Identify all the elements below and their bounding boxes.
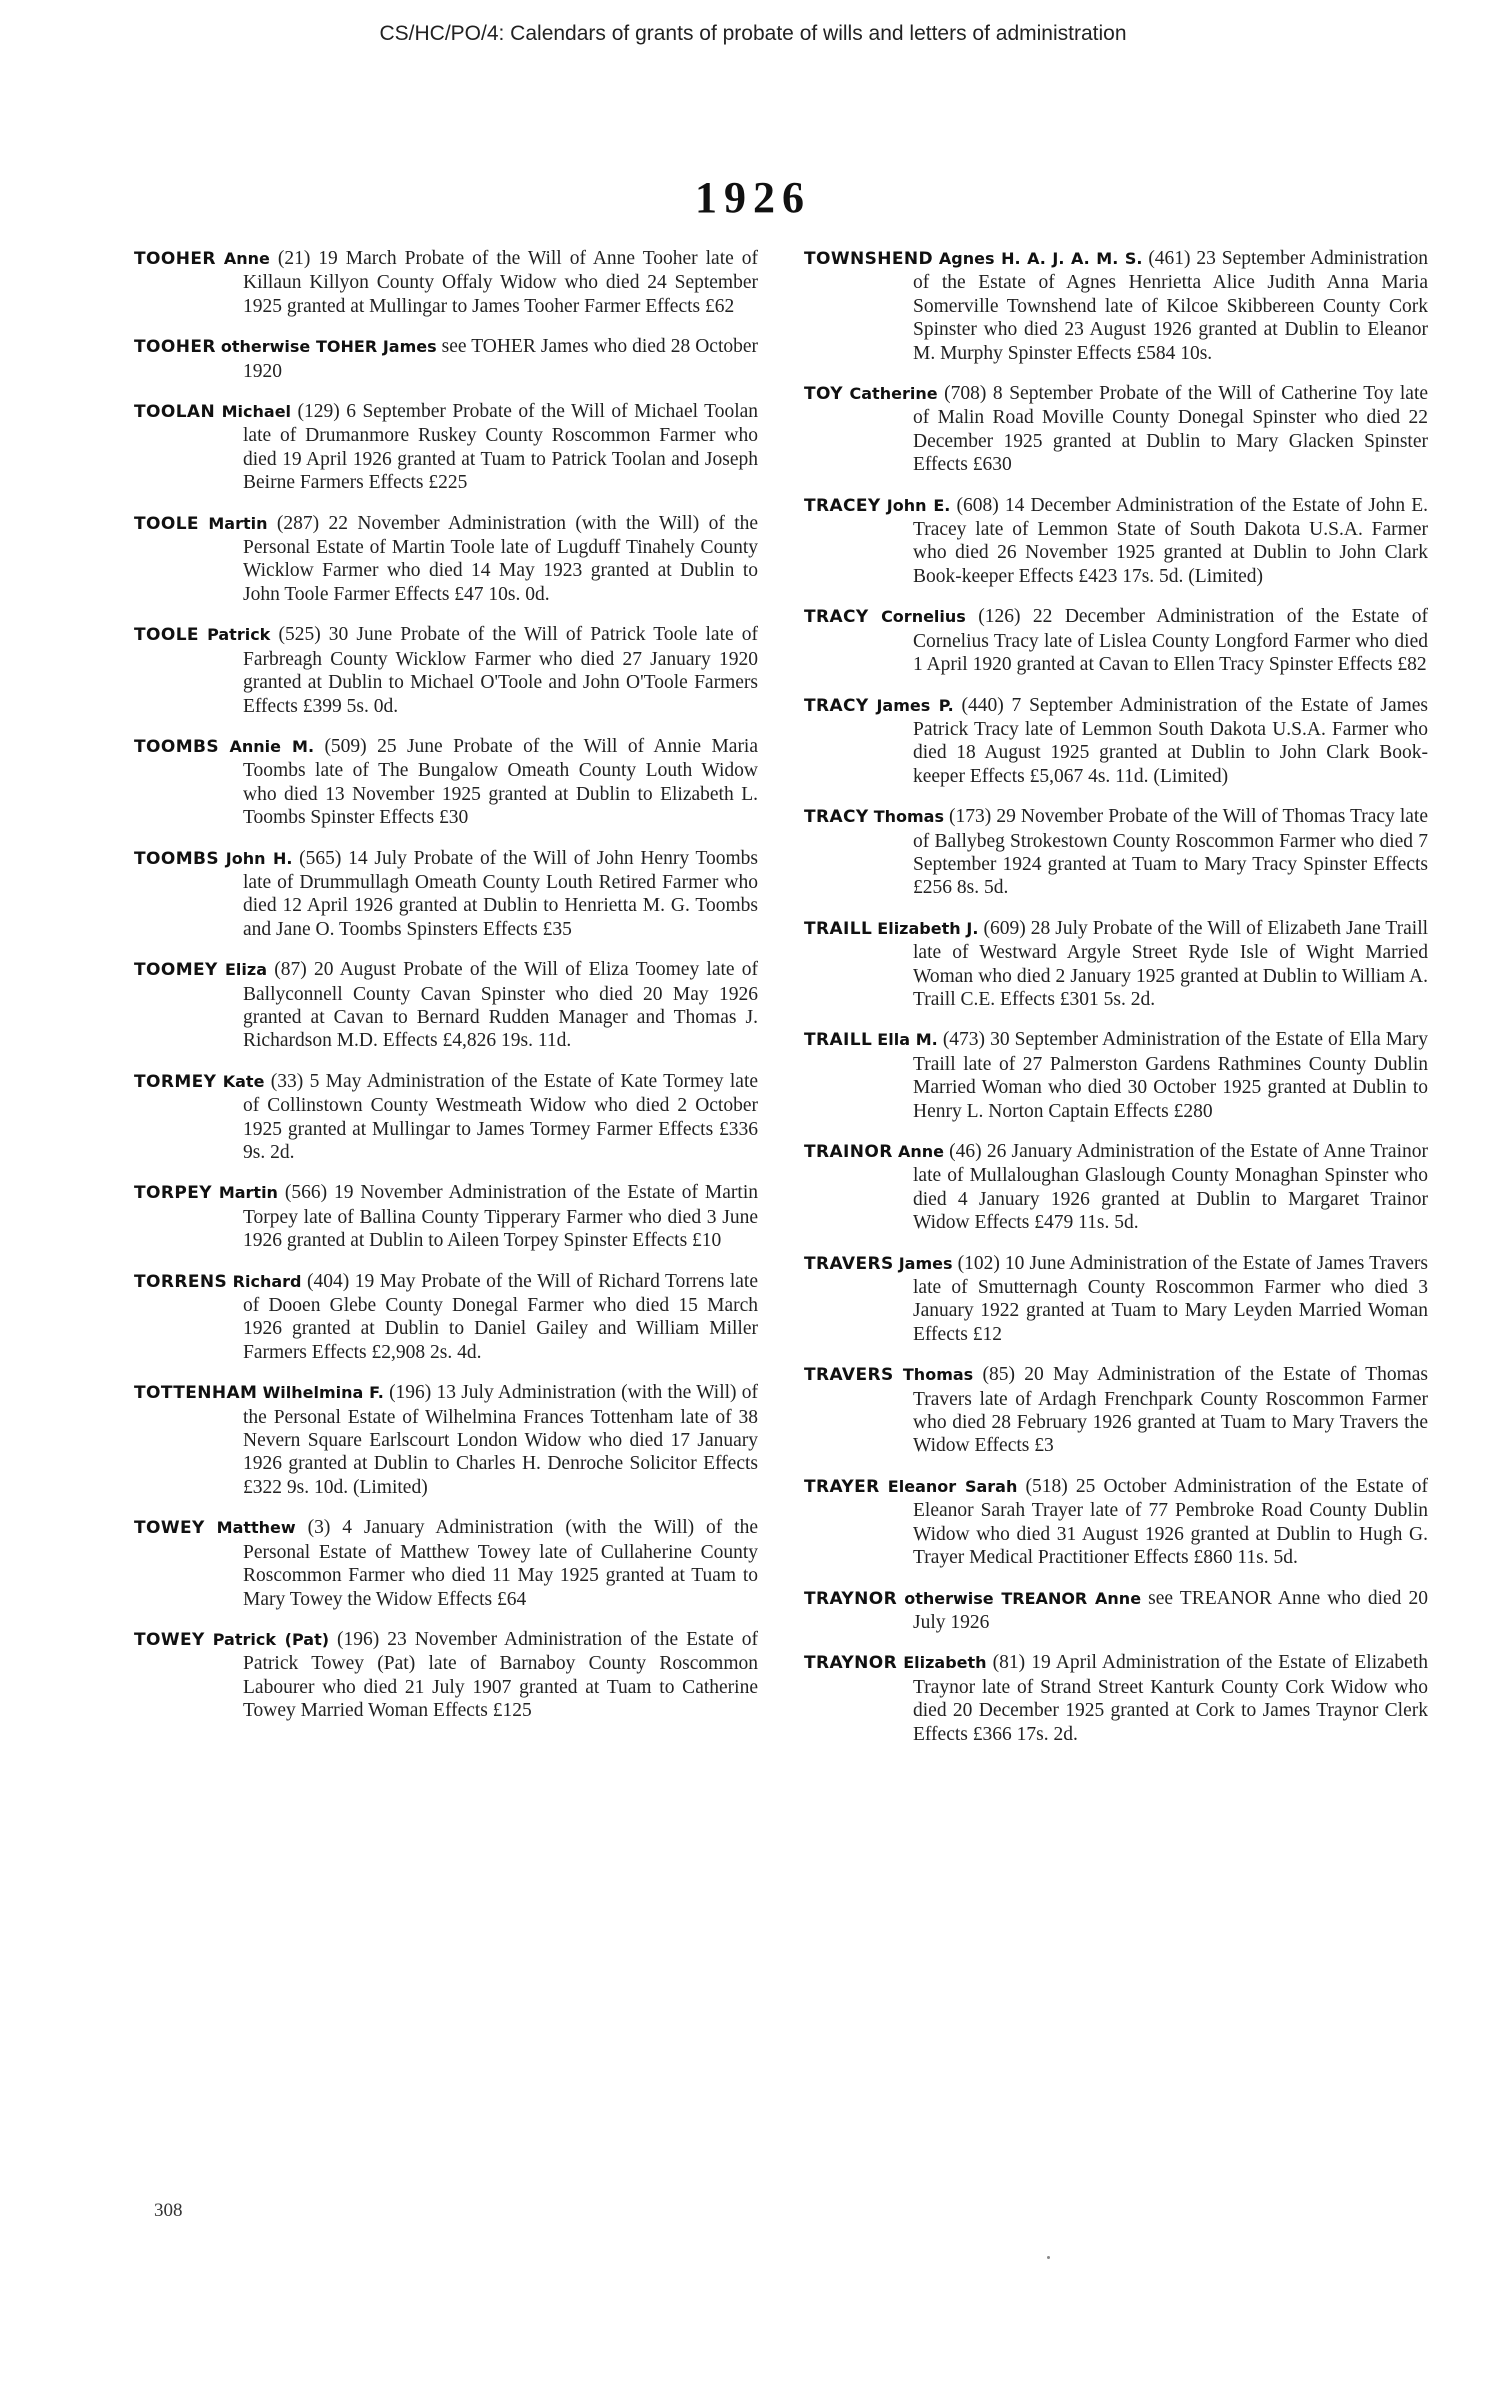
page-header: CS/HC/PO/4: Calendars of grants of probate of wills and letters of administration <box>379 22 1127 45</box>
entry-given-name: John H. <box>225 848 293 868</box>
entry-text: (440) 7 September Administration of the Estate of James Patrick Tracy late of Lemmon South Dakota U.S.A. Farmer who died 18 August 1925 granted at Dublin to John Clark Book-keeper Effects £5,067 4s. 11d. (Limited) <box>913 694 1429 787</box>
entry-text: (21) 19 March Probate of the Will of Anne Tooher late of Killaun Killyon County Offaly Widow who died 24 September 1925 granted at Mullingar to James Tooher Farmer Effects £62 <box>243 248 759 317</box>
entry-surname: TRAYNOR <box>804 1653 898 1674</box>
entry-surname: TOWEY <box>134 1629 205 1650</box>
entry-surname: TRACY <box>804 807 869 828</box>
calendar-entry <box>804 605 1428 676</box>
calendar-entry <box>134 1381 758 1499</box>
entry-surname: TRAYNOR <box>804 1588 898 1609</box>
entry-surname: TOOLE <box>134 513 199 534</box>
entry-given-name: Ella M. <box>877 1030 938 1050</box>
entry-given-name: otherwise TREANOR Anne <box>904 1588 1142 1608</box>
entry-text: (608) 14 December Administration of the Estate of John E. Tracey late of Lemmon State of South Dakota U.S.A. Farmer who died 26 November 1925 granted at Dublin to John Clark Book-keeper Effects £423 17s. 5d. (Limited) <box>913 494 1429 587</box>
entry-surname: TOWNSHEND <box>804 249 934 269</box>
left-column <box>134 247 758 1740</box>
year-heading: 1926 <box>695 173 811 222</box>
entry-text: (565) 14 July Probate of the Will of John Henry Toombs late of Drummullagh Omeath County Louth Retired Farmer who died 12 April 1926 granted at Dublin to Henrietta M. G. Toombs and Jane O. Toombs Spinsters Effects £35 <box>243 847 759 940</box>
entry-given-name: Thomas <box>902 1365 974 1385</box>
calendar-entry <box>134 1181 758 1252</box>
entry-text: (461) 23 September Administration of the Estate of Agnes Henrietta Alice Judith Anna Maria Somerville Townshend late of Kilcoe Skibbereen County Cork Spinster who died 23 August 1926 granted at Dublin to Eleanor M. Murphy Spinster Effects £584 10s. <box>913 248 1429 364</box>
entry-surname: TOY <box>804 384 843 405</box>
entry-text: (196) 13 July Administration (with the Will) of the Personal Estate of Wilhelmina Frances Tottenham late of 38 Nevern Square Earlscourt London Widow who died 17 January 1926 granted at Dublin to Charles H. Denroche Solicitor Effects £322 9s. 10d. (Limited) <box>243 1382 759 1498</box>
calendar-entry <box>804 694 1428 789</box>
calendar-entry <box>134 335 758 383</box>
calendar-entry <box>134 1628 758 1723</box>
entry-text: (525) 30 June Probate of the Will of Patrick Toole late of Farbreagh County Wicklow Farmer who died 27 January 1920 granted at Dublin to Michael O'Toole and John O'Toole Farmers Effects £399 5s. 0d. <box>243 624 759 717</box>
entry-given-name: Kate <box>222 1071 265 1091</box>
calendar-entry <box>134 400 758 495</box>
calendar-entry <box>134 512 758 607</box>
entry-given-name: Eliza <box>224 960 267 980</box>
entry-given-name: Catherine <box>849 384 938 404</box>
entry-surname: TOOMEY <box>134 960 218 981</box>
entry-text: (509) 25 June Probate of the Will of Annie Maria Toombs late of The Bungalow Omeath County Louth Widow who died 13 November 1925 granted at Dublin to Elizabeth L. Toombs Spinster Effects £30 <box>243 735 759 829</box>
calendar-entry <box>134 247 758 318</box>
entry-given-name: Matthew <box>216 1518 296 1538</box>
entry-given-name: Thomas <box>873 807 944 827</box>
entry-text: see TREANOR Anne who died 20 July 1926 <box>913 1587 1429 1633</box>
entry-given-name: Elizabeth J. <box>877 918 979 938</box>
right-column <box>804 247 1428 1763</box>
calendar-entry <box>804 805 1428 900</box>
entry-given-name: Martin <box>208 513 268 533</box>
calendar-entry <box>804 1363 1428 1458</box>
entry-surname: TOOLAN <box>134 402 216 423</box>
entry-surname: TRAILL <box>804 918 873 939</box>
entry-surname: TOOMBS <box>134 848 220 869</box>
entry-surname: TRAVERS <box>804 1365 894 1386</box>
calendar-entry <box>804 1587 1428 1635</box>
entry-given-name: James P. <box>876 695 954 715</box>
entry-surname: TRAYER <box>804 1476 880 1497</box>
entry-surname: TORPEY <box>134 1183 212 1204</box>
entry-text: (173) 29 November Probate of the Will of Thomas Tracy late of Ballybeg Strokestown County Roscommon Farmer who died 7 September 1924 granted at Tuam to Mary Tracy Spinster Effects £256 8s. 5d. <box>913 806 1428 899</box>
calendar-entry <box>134 847 758 942</box>
entry-surname: TRAVERS <box>804 1253 894 1274</box>
entry-surname: TOOHER <box>134 249 216 269</box>
calendar-entry <box>134 1516 758 1611</box>
entry-text: (102) 10 June Administration of the Estate of James Travers late of Smutternagh County Roscommon Farmer who died 3 January 1922 granted at Tuam to Mary Leyden Married Woman Effects £12 <box>913 1252 1428 1345</box>
calendar-entry <box>804 247 1428 365</box>
calendar-entry <box>804 1475 1428 1570</box>
entry-surname: TRACY <box>804 607 869 628</box>
entry-text: (129) 6 September Probate of the Will of Michael Toolan late of Drumanmore Ruskey County Roscommon Farmer who died 19 April 1926 granted at Tuam to Patrick Toolan and Joseph Beirne Farmers Effects £225 <box>243 401 759 494</box>
entry-text: (708) 8 September Probate of the Will of Catherine Toy late of Malin Road Moville County Donegal Spinster who died 22 December 1925 granted at Dublin to Mary Glacken Spinster Effects £630 <box>913 383 1429 476</box>
entry-given-name: Patrick (Pat) <box>212 1629 330 1649</box>
calendar-entry <box>804 1651 1428 1746</box>
entry-text: (404) 19 May Probate of the Will of Richard Torrens late of Dooen Glebe County Donegal Farmer who died 15 March 1926 granted at Dublin to Daniel Gailey and William Miller Farmers Effects £2,908 2s. 4d. <box>243 1270 758 1363</box>
entry-text: (87) 20 August Probate of the Will of Eliza Toomey late of Ballyconnell County Cavan Spinster who died 20 May 1926 granted at Cavan to Bernard Rudden Manager and Thomas J. Richardson M.D. Effects £4,826 19s. 11d. <box>243 959 759 1052</box>
entry-text: (196) 23 November Administration of the Estate of Patrick Towey (Pat) late of Barnaboy County Roscommon Labourer who died 21 July 1907 granted at Tuam to Catherine Towey Married Woman Effects £125 <box>243 1628 759 1722</box>
calendar-entry <box>134 958 758 1053</box>
entry-given-name: James <box>898 1253 953 1273</box>
entry-surname: TORMEY <box>134 1071 217 1092</box>
entry-given-name: Wilhelmina F. <box>262 1383 384 1403</box>
page-number: 308 <box>154 2200 183 2221</box>
calendar-entry <box>804 917 1428 1012</box>
entry-given-name: Anne <box>897 1142 944 1161</box>
entry-surname: TOOHER <box>134 337 216 358</box>
calendar-entry <box>134 623 758 718</box>
entry-given-name: Patrick <box>207 625 271 645</box>
entry-text: (85) 20 May Administration of the Estate of Thomas Travers late of Ardagh Frenchpark County Roscommon Farmer who died 28 February 1926 granted at Tuam to Mary Travers the Widow Effects £3 <box>913 1364 1428 1457</box>
entry-text: (46) 26 January Administration of the Estate of Anne Trainor late of Mullaloughan Glaslough County Monaghan Spinster who died 4 January 1926 granted at Dublin to Margaret Trainor Widow Effects £479 11s. 5d. <box>913 1141 1428 1234</box>
entry-given-name: Eleanor Sarah <box>887 1476 1018 1496</box>
calendar-entry <box>134 735 758 830</box>
calendar-entry <box>804 1140 1428 1235</box>
entry-surname: TOTTENHAM <box>134 1383 258 1404</box>
entry-text: (3) 4 January Administration (with the Will) of the Personal Estate of Matthew Towey late of Cullaherine County Roscommon Farmer who died 11 May 1925 granted at Tuam to Mary Towey the Widow Effects £64 <box>243 1517 759 1610</box>
calendar-entry <box>804 382 1428 477</box>
entry-given-name: Elizabeth <box>903 1653 987 1673</box>
calendar-entry <box>804 494 1428 589</box>
entry-text: (473) 30 September Administration of the Estate of Ella Mary Traill late of 27 Palmerston Gardens Rathmines County Dublin Married Woman who died 30 October 1925 granted at Dublin to Henry L. Norton Captain Effects £280 <box>913 1029 1429 1122</box>
entry-surname: TRAILL <box>804 1030 873 1051</box>
entry-given-name: Richard <box>232 1271 302 1291</box>
entry-surname: TOOMBS <box>134 736 220 757</box>
entry-text: see TOHER James who died 28 October 1920 <box>243 336 759 382</box>
entry-surname: TORRENS <box>134 1271 228 1292</box>
calendar-entry <box>134 1070 758 1165</box>
entry-given-name: Michael <box>221 402 292 422</box>
entry-surname: TOWEY <box>134 1518 205 1539</box>
entry-given-name: Annie M. <box>229 736 315 756</box>
calendar-entry <box>134 1270 758 1365</box>
entry-text: (518) 25 October Administration of the Estate of Eleanor Sarah Trayer late of 77 Pembroke Road County Dublin Widow who died 31 August 1926 granted at Dublin to Hugh G. Trayer Medical Practitioner Effects £860 11s. 5d. <box>913 1475 1429 1569</box>
scan-speck <box>1047 2256 1050 2259</box>
entry-given-name: Anne <box>223 249 270 268</box>
calendar-entry <box>804 1252 1428 1347</box>
entry-surname: TOOLE <box>134 625 199 646</box>
entry-surname: TRAINOR <box>804 1142 893 1162</box>
entry-text: (126) 22 December Administration of the Estate of Cornelius Tracy late of Lislea County Longford Farmer who died 1 April 1920 granted at Cavan to Ellen Tracy Spinster Effects £82 <box>913 606 1428 676</box>
entry-given-name: Martin <box>218 1183 278 1203</box>
calendar-entry <box>804 1028 1428 1123</box>
entry-text: (33) 5 May Administration of the Estate of Kate Tormey late of Collinstown County Westmeath Widow who died 2 October 1925 granted at Mullingar to James Tormey Farmer Effects £336 9s. 2d. <box>243 1070 759 1163</box>
entry-surname: TRACEY <box>804 495 881 516</box>
entry-given-name: Cornelius <box>881 607 966 627</box>
entry-text: (566) 19 November Administration of the Estate of Martin Torpey late of Ballina County Tipperary Farmer who died 3 June 1926 granted at Dublin to Aileen Torpey Spinster Effects £10 <box>243 1182 759 1252</box>
entry-text: (609) 28 July Probate of the Will of Elizabeth Jane Traill late of Westward Argyle Street Ryde Isle of Wight Married Woman who died 2 January 1925 granted at Dublin to William A. Traill C.E. Effects £301 5s. 2d. <box>913 917 1429 1010</box>
entry-given-name: otherwise TOHER James <box>220 337 437 357</box>
entry-surname: TRACY <box>804 695 869 716</box>
entry-given-name: Agnes H. A. J. A. M. S. <box>938 249 1143 268</box>
entry-text: (81) 19 April Administration of the Estate of Elizabeth Traynor late of Strand Street Kanturk County Cork Widow who died 20 December 1925 granted at Cork to James Traynor Clerk Effects £366 17s. 2d. <box>913 1652 1429 1745</box>
entry-text: (287) 22 November Administration (with the Will) of the Personal Estate of Martin Toole late of Lugduff Tinahely County Wicklow Farmer who died 14 May 1923 granted at Dublin to John Toole Farmer Effects £47 10s. 0d. <box>243 512 759 605</box>
entry-given-name: John E. <box>886 495 951 515</box>
